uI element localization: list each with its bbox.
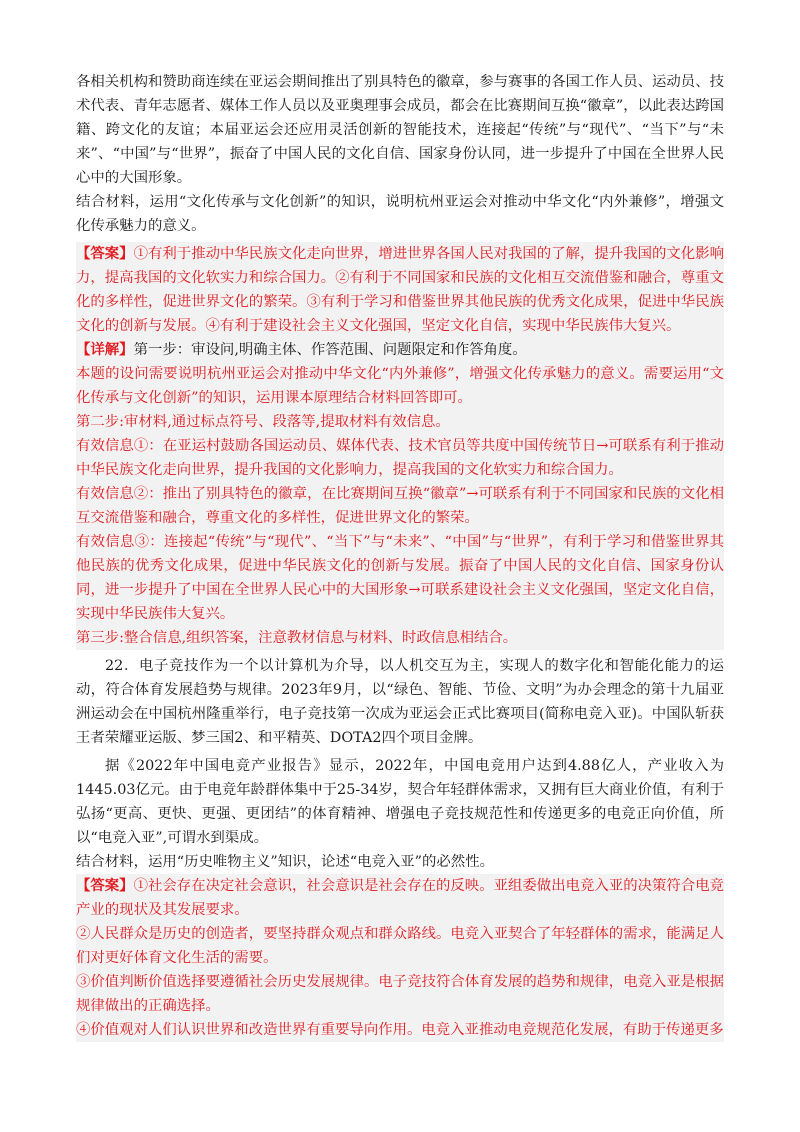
answer-tag: 【答案】 (76, 877, 134, 894)
q21-answer (76, 242, 724, 338)
q21-material: 各相关机构和赞助商连续在亚运会期间推出了别具特色的徽章，参与赛事的各国工作人员、运动员、技术代表、青年志愿者、媒体工作人员以及亚奥理事会成员，都会在比赛期间互换“徽章”，以此表达跨国籍、跨文化的友谊；本届亚运会还应用灵活创新的智能技术，连接起“传统”与“现代”、“当下”与“未来”、“中国”与“世界”，振奋了中国人民的文化自信、国家身份认同，进一步提升了中国在全世界人民心中的大国形象。 (76, 74, 724, 186)
q22-answer1 (76, 874, 724, 922)
detail-tag: 【详解】 (76, 341, 134, 358)
q21-step3: 第三步:整合信息,组织答案，注意教材信息与材料、时政信息相结合。 (76, 630, 518, 646)
q22-answer1-text: ①社会存在决定社会意识，社会意识是社会存在的反映。亚组委做出电竞入亚的决策符合电竞产业的现状及其发展要求。 (76, 878, 724, 918)
answer-tag: 【答案】 (76, 245, 134, 262)
q22-answer4: ④价值观对人们认识世界和改造世界有重要导向作用。电竞入亚推动电竞规范化发展，有助于传递更多 (76, 1022, 724, 1038)
q21-step1 (76, 338, 724, 362)
q21-info2: 有效信息②：推出了别具特色的徽章，在比赛期间互换“徽章”→可联系有利于不同国家和民族的文化相互交流借鉴和融合，尊重文化的多样性，促进世界文化的繁荣。 (76, 486, 724, 526)
q21-step1-text: 第一步：审设问,明确主体、作答范围、问题限定和作答角度。 (133, 342, 527, 358)
q22-question: 结合材料，运用“历史唯物主义”知识，论述“电竞入亚”的必然性。 (76, 854, 494, 870)
q21-info1: 有效信息①：在亚运村鼓励各国运动员、媒体代表、技术官员等共度中国传统节日→可联系有利于推动中华民族文化走向世界，提升我国的文化影响力，提高我国的文化软实力和综合国力。 (76, 438, 724, 478)
q22-para1: 22．电子竞技作为一个以计算机为介导，以人机交互为主，实现人的数字化和智能化能力的运动，符合体育发展趋势与规律。2023年9月，以“绿色、智能、节俭、文明”为办会理念的第十九届亚洲运动会在中国杭州隆重举行，电子竞技第一次成为亚运会正式比赛项目(简称电竞入亚)。中国队斩获王者荣耀亚运版、梦三国2、和平精英、DOTA2四个项目金牌。 (76, 658, 724, 746)
q21-answer-block (76, 242, 724, 650)
q21-question: 结合材料，运用“文化传承与文化创新”的知识，说明杭州亚运会对推动中华文化“内外兼修”，增强文化传承魅力的意义。 (76, 194, 724, 234)
q22-answer3: ③价值判断价值选择要遵循社会历史发展规律。电子竞技符合体育发展的趋势和规律，电竞入亚是根据规律做出的正确选择。 (76, 974, 724, 1014)
document-page (76, 70, 724, 1042)
q22-answer2: ②人民群众是历史的创造者，要坚持群众观点和群众路线。电竞入亚契合了年轻群体的需求，能满足人们对更好体育文化生活的需要。 (76, 926, 724, 966)
q21-step1-explanation: 本题的设问需要说明杭州亚运会对推动中华文化“内外兼修”，增强文化传承魅力的意义。需要运用“文化传承与文化创新”的知识，运用课本原理结合材料回答即可。 (76, 366, 724, 406)
q21-step2: 第二步:审材料,通过标点符号、段落等,提取材料有效信息。 (76, 414, 450, 430)
q22-answer-block (76, 874, 724, 1042)
q21-answer-text: ①有利于推动中华民族文化走向世界，增进世界各国人民对我国的了解，提升我国的文化影响力，提高我国的文化软实力和综合国力。②有利于不同国家和民族的文化相互交流借鉴和融合，尊重文化的多样性，促进世界文化的繁荣。③有利于学习和借鉴世界其他民族的优秀文化成果，促进中华民族文化的创新与发展。④有利于建设社会主义文化强国，坚定文化自信，实现中华民族伟大复兴。 (76, 246, 724, 334)
q21-info3: 有效信息③：连接起“传统”与“现代”、“当下”与“未来”、“中国”与“世界”，有利于学习和借鉴世界其他民族的优秀文化成果，促进中华民族文化的创新与发展。振奋了中国人民的文化自信、国家身份认同，进一步提升了中国在全世界人民心中的大国形象→可联系建设社会主义文化强国，坚定文化自信，实现中华民族伟大复兴。 (76, 534, 724, 622)
q22-para2: 据《2022年中国电竞产业报告》显示，2022年，中国电竞用户达到4.88亿人，产业收入为1445.03亿元。由于电竞年龄群体集中于25-34岁，契合年轻群体需求，又拥有巨大商业价值，有利于弘扬“更高、更快、更强、更团结”的体育精神、增强电子竞技规范性和传递更多的电竞正向价值，所以“电竞入亚”,可谓水到渠成。 (76, 758, 724, 846)
